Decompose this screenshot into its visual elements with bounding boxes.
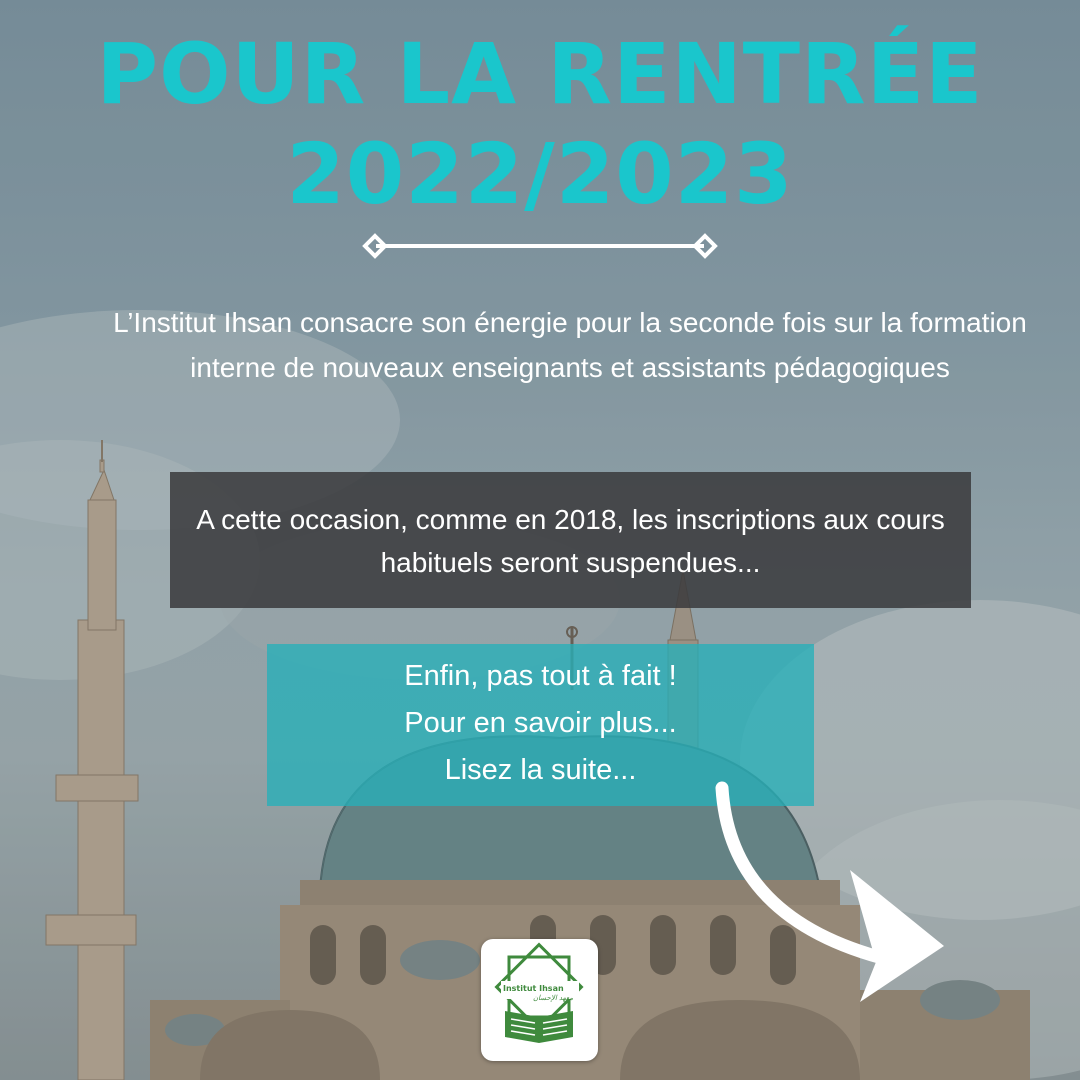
teaser-line-3: Lisez la suite... (444, 754, 637, 786)
teaser-line-1: Enfin, pas tout à fait ! (404, 660, 677, 692)
divider-diamond-icon (362, 233, 718, 259)
announcement-text: A cette occasion, comme en 2018, les inscriptions aux cours habituels seront suspendues... (196, 504, 945, 578)
announcement-box (170, 472, 971, 608)
curved-arrow-icon (700, 770, 960, 1020)
intro-text: L’Institut Ihsan consacre son énergie pour la seconde fois sur la formation interne de nouveaux enseignants et assistants pédagogiques (113, 307, 1027, 383)
title-line-1: POUR LA RENTRÉE (96, 25, 984, 123)
institut-ihsan-logo (481, 939, 598, 1061)
svg-text:معهد الإحسان: معهد الإحسان (533, 994, 574, 1002)
svg-text:Institut Ihsan: Institut Ihsan (503, 984, 564, 993)
teaser-line-2: Pour en savoir plus... (404, 707, 677, 739)
title-line-2: 2022/2023 (286, 125, 794, 223)
